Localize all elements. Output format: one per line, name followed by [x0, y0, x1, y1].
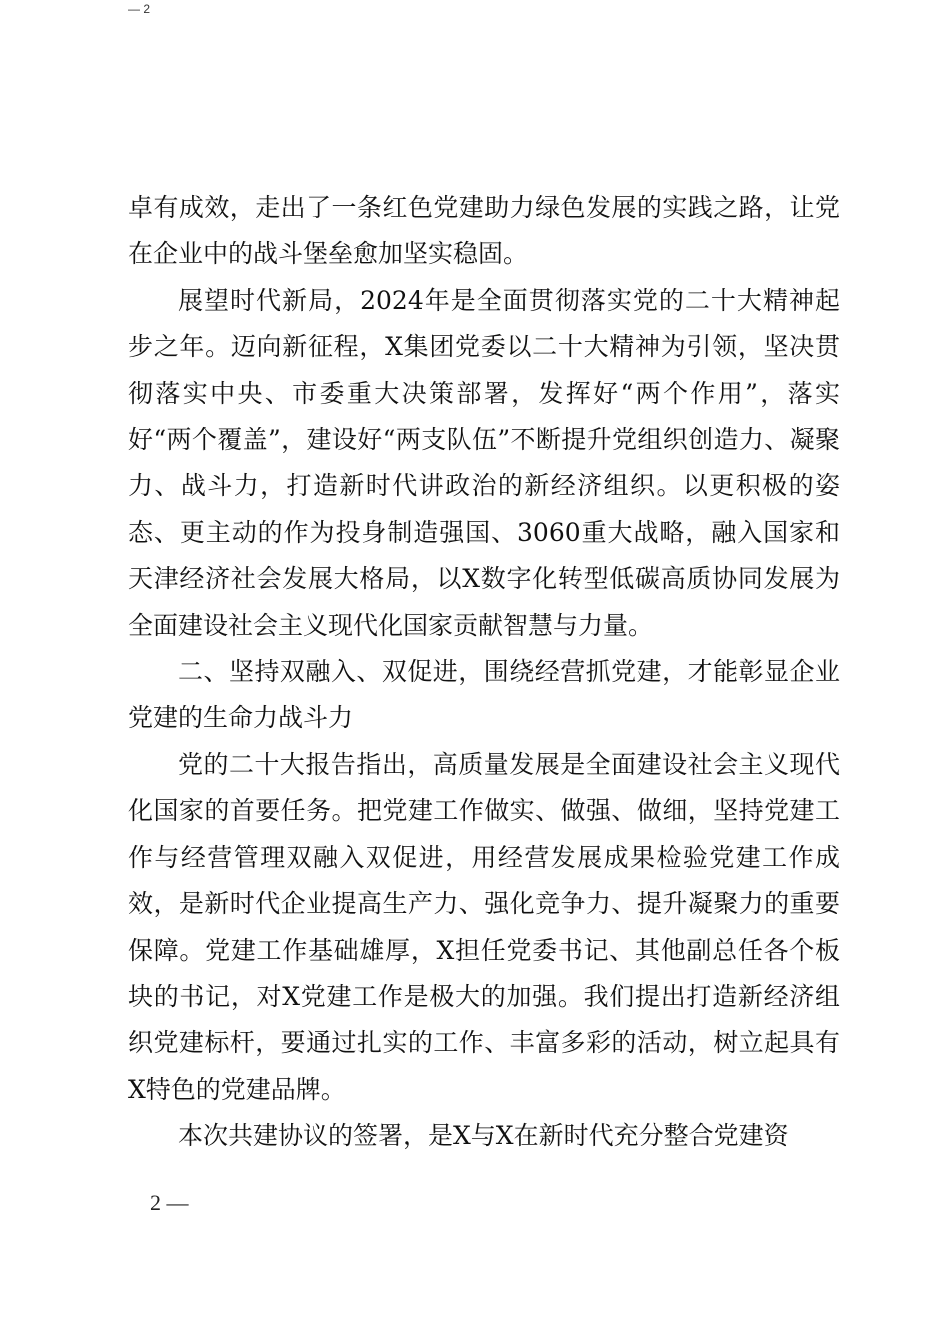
paragraph-quality-development: 党的二十大报告指出，高质量发展是全面建设社会主义现代化国家的首要任务。把党建工作做实、做强、做细，坚持党建工作与经营管理双融入双促进，用经营发展成果检验党建工作成效，是新时代企业提高生产力、强化竞争力、提升凝聚力的重要保障。党建工作基础雄厚，X担任党委书记、其他副总任各个板块的书记，对X党建工作是极大的加强。我们提出打造新经济组织党建标杆，要通过扎实的工作、丰富多彩的活动，树立起具有X特色的党建品牌。	[128, 749, 840, 1104]
document-body	[128, 185, 840, 1160]
page-header-mark: — 2	[128, 2, 151, 16]
page-number: 2 —	[150, 1190, 189, 1215]
section-heading-2: 二、坚持双融入、双促进，围绕经营抓党建，才能彰显企业党建的生命力战斗力	[128, 657, 840, 733]
paragraph-outlook: 展望时代新局，2024年是全面贯彻落实党的二十大精神起步之年。迈向新征程，X集团党委以二十大精神为引领，坚决贯彻落实中央、市委重大决策部署，发挥好“两个作用”，落实好“两个覆盖”，建设好“两支队伍”不断提升党组织创造力、凝聚力、战斗力，打造新时代讲政治的新经济组织。以更积极的姿态、更主动的作为投身制造强国、3060重大战略，融入国家和天津经济社会发展大格局，以X数字化转型低碳高质协同发展为全面建设社会主义现代化国家贡献智慧与力量。	[128, 285, 840, 640]
paragraph-continuation: 卓有成效，走出了一条红色党建助力绿色发展的实践之路，让党在企业中的战斗堡垒愈加坚实稳固。	[128, 193, 840, 269]
paragraph-agreement: 本次共建协议的签署，是X与X在新时代充分整合党建资	[178, 1121, 789, 1151]
